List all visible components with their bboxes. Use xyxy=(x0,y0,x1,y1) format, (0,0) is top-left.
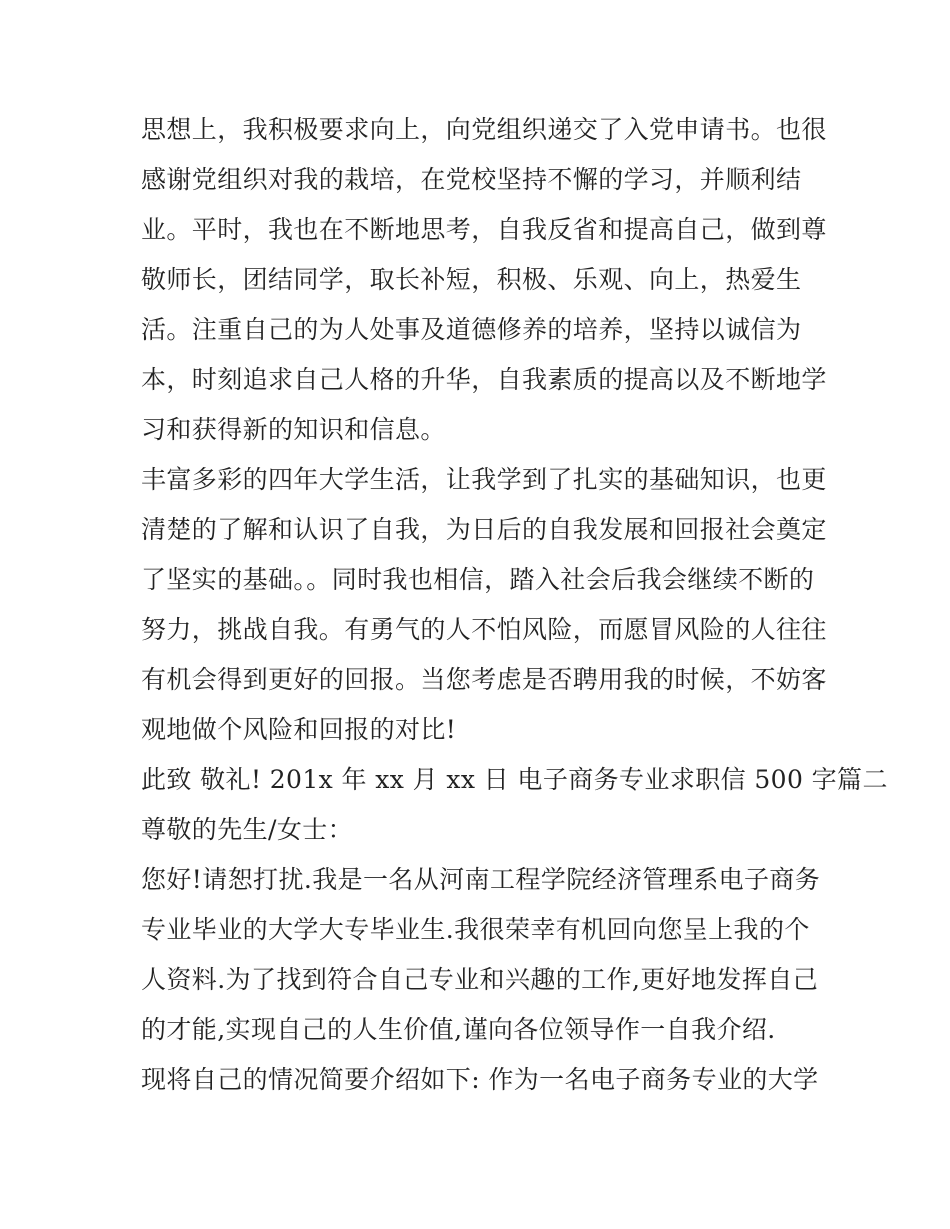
text-line-4: 敬师长，团结同学，取长补短，积极、乐观、向上，热爱生 xyxy=(141,265,802,294)
text-line-20: 现将自己的情况简要介绍如下: 作为一名电子商务专业的大学 xyxy=(141,1065,819,1094)
text-line-7: 习和获得新的知识和信息。 xyxy=(141,415,446,444)
text-line-17: 专业毕业的大学大专毕业生.我很荣幸有机回向您呈上我的个 xyxy=(141,915,810,944)
text-line-3: 业。平时，我也在不断地思考，自我反省和提高自己，做到尊 xyxy=(141,215,827,244)
text-line-18: 人资料.为了找到符合自己专业和兴趣的工作,更好地发挥自己 xyxy=(141,965,819,994)
text-line-14: 此致 敬礼! 201x 年 xx 月 xx 日 电子商务专业求职信 500 字篇二 xyxy=(141,765,888,794)
text-line-10: 了坚实的基础。。同时我也相信，踏入社会后我会继续不断的 xyxy=(141,565,815,594)
text-line-8: 丰富多彩的四年大学生活，让我学到了扎实的基础知识，也更 xyxy=(141,465,827,494)
text-line-11: 努力，挑战自我。有勇气的人不怕风险，而愿冒风险的人往往 xyxy=(141,615,827,644)
text-line-12: 有机会得到更好的回报。当您考虑是否聘用我的时候，不妨客 xyxy=(141,665,827,694)
text-line-19: 的才能,实现自己的人生价值,谨向各位领导作一自我介绍. xyxy=(141,1015,776,1044)
document-body xyxy=(141,105,888,1105)
text-line-2: 感谢党组织对我的栽培，在党校坚持不懈的学习，并顺利结 xyxy=(141,165,802,194)
text-line-16: 您好!请恕打扰.我是一名从河南工程学院经济管理系电子商务 xyxy=(141,865,821,894)
text-line-13: 观地做个风险和回报的对比! xyxy=(141,715,457,744)
text-line-5: 活。注重自己的为人处事及道德修养的培养，坚持以诚信为 xyxy=(141,315,802,344)
text-line-15: 尊敬的先生/女士： xyxy=(141,815,354,844)
text-line-1: 思想上，我积极要求向上，向党组织递交了入党申请书。也很 xyxy=(141,115,827,144)
text-line-6: 本，时刻追求自己人格的升华，自我素质的提高以及不断地学 xyxy=(141,365,827,394)
text-line-9: 清楚的了解和认识了自我，为日后的自我发展和回报社会奠定 xyxy=(141,515,827,544)
